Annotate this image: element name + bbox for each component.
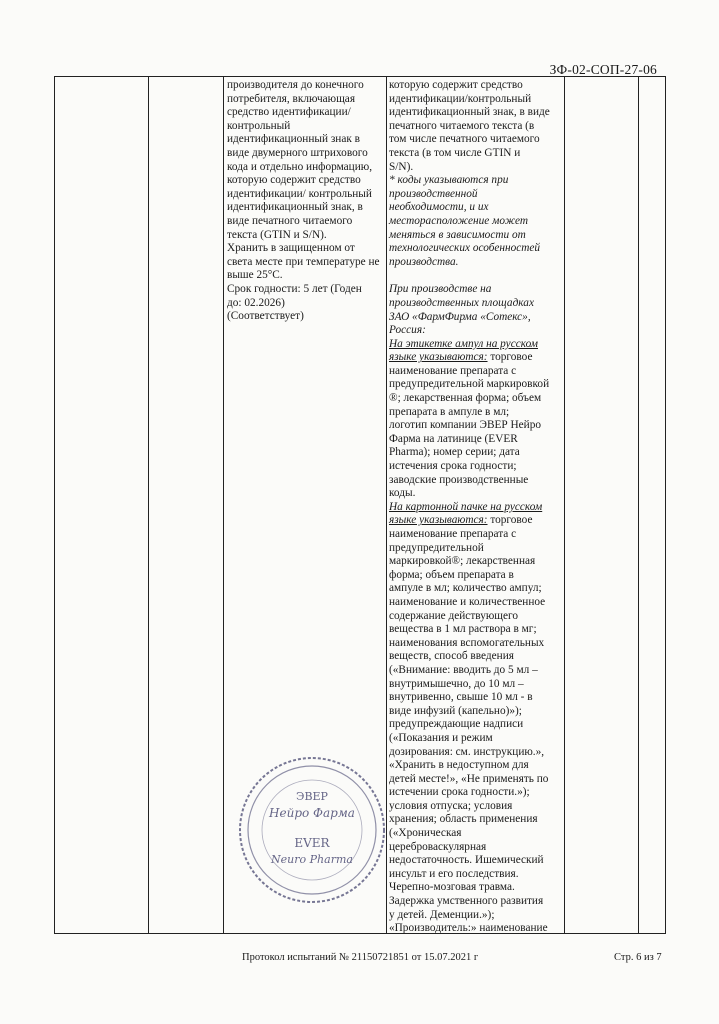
text-line: средство идентификации/ (227, 106, 351, 119)
text-line: Хранить в защищенном от (227, 242, 355, 255)
text-line: Черепно-мозговая травма. (389, 881, 515, 894)
requirement-column-text (389, 79, 563, 934)
text-line: S/N). (389, 160, 414, 173)
text-line: идентификационный знак, в (227, 201, 363, 214)
text-line: * коды указываются при (389, 174, 509, 187)
text-line: производства. (389, 255, 459, 268)
text-line: коды. (389, 487, 416, 500)
column-divider (564, 77, 565, 933)
text-line: хранения; область применения (389, 813, 538, 826)
text-line: предупредительной (389, 541, 484, 554)
stamp-line: ЭВЕР (296, 790, 328, 803)
stamp-line: Нейро Фарма (269, 806, 355, 820)
codes-note (389, 174, 563, 269)
text-line: инсульт и его последствия. (389, 867, 519, 880)
text-line: наименования вспомогательных (389, 636, 545, 649)
text-line: виде двумерного штрихового (227, 146, 368, 159)
text-line: Фарма на латинице (EVER (389, 432, 518, 445)
text-line: логотип компании ЭВЕР Нейро (389, 419, 542, 432)
text-line: виде печатного читаемого (227, 214, 353, 227)
text-line: форма; объем препарата в (389, 568, 514, 581)
text-line: потребителя, включающая (227, 92, 356, 105)
text-line: контрольный (227, 119, 291, 132)
text-line: которую содержит средство (389, 79, 523, 91)
text-line: до: 02.2026) (227, 296, 285, 309)
text-line: кода и отдельно информацию, (227, 160, 373, 173)
text-line: предупреждающие надписи (389, 718, 524, 731)
text-line: (Соответствует) (227, 310, 304, 323)
result-column-text (227, 79, 387, 324)
text-line: ампуле в мл; количество ампул; (389, 582, 542, 595)
text-line: выше 25°С. (227, 269, 283, 282)
text-line: идентификационный знак в (227, 133, 360, 146)
column-divider (638, 77, 639, 933)
text-line: «Производитель:» наименование (389, 922, 548, 934)
text-line: производственной (389, 187, 478, 200)
text-line: маркировкой®; лекарственная (389, 555, 536, 568)
text-line: света месте при температуре не (227, 255, 380, 268)
stamp-line: Neuro Pharma (271, 853, 353, 866)
document-code: ЗФ-02-СОП-27-06 (549, 62, 657, 77)
text-line: При производстве на (389, 283, 492, 296)
text-line: наименование препарата с (389, 364, 517, 377)
company-stamp (237, 755, 387, 905)
text-line: ЗАО «ФармФирма «Сотекс», (389, 310, 531, 323)
text-line: дозирования: см. инструкцию.», (389, 745, 545, 758)
text-line: технологических особенностей (389, 242, 541, 255)
text-line: печатного читаемого текста (в (389, 119, 535, 132)
text-line: том числе печатного читаемого (389, 133, 540, 146)
text-line: детей месте!», «Не применять по (389, 772, 549, 785)
text-line: Pharma); номер серии; дата (389, 446, 520, 459)
text-line: «Хранить в недоступном для (389, 759, 529, 772)
text-line: необходимости, и их (389, 201, 489, 214)
text-line: у детей. Деменции.»); (389, 908, 495, 921)
text-line: наименование препарата с (389, 528, 517, 540)
ampoule-label-section: На этикетке ампул на русском языке указываются: торговое наименование препарата с предупредительной маркировкой ®; лекарственная форма; объем препарата в ампуле в мл; логотип компании ЭВЕР Нейро Фарма на латинице (EVER Pharma); номер серии; дата истечения срока годности; заводские производственные коды. (389, 338, 563, 501)
text-line: наименование и количественное (389, 595, 546, 608)
text-line: истечении срока годности.»); (389, 786, 530, 799)
text-line: производителя до конечного (227, 79, 364, 91)
text-line: условия отпуска; условия (389, 799, 513, 812)
text-line: («Внимание: вводить до 5 мл – (389, 663, 538, 676)
text-line: текста (в том числе GTIN и (389, 146, 521, 159)
text-line: меняться в зависимости от (389, 228, 526, 241)
text-line: заводские производственные (389, 473, 529, 486)
text-line: предупредительной маркировкой (389, 378, 550, 391)
protocol-reference: Протокол испытаний № 21150721851 от 15.07.2021 г (242, 952, 479, 963)
production-site (389, 283, 563, 337)
text-line: идентификации/контрольный (389, 92, 532, 105)
text-line: веществ, способ введения (389, 650, 514, 663)
stamp-line: EVER (294, 836, 330, 850)
text-line: препарата в ампуле в мл; (389, 405, 510, 418)
text-line: истечения срока годности; (389, 460, 517, 473)
text-line: текста (GTIN и S/N). (227, 228, 327, 241)
text-line: месторасположение может (389, 214, 529, 227)
text-line: идентификационный знак, в виде (389, 106, 550, 119)
text-line: вещества в 1 мл раствора в мг; (389, 623, 537, 636)
text-line: идентификации/ контрольный (227, 187, 372, 200)
column-divider (148, 77, 149, 933)
text-line: виде инфузий (капельно)»); (389, 704, 522, 717)
identification-text (389, 79, 563, 174)
column-divider (223, 77, 224, 933)
text-line: Срок годности: 5 лет (Годен (227, 282, 362, 295)
text-line: внутримышечно, до 10 мл – (389, 677, 524, 690)
text-line: внутривенно, свыше 10 мл - в (389, 691, 533, 704)
page-number: Стр. 6 из 7 (614, 952, 662, 963)
text-line: содержание действующего (389, 609, 519, 622)
text-line: Задержка умственного развития (389, 895, 544, 908)
text-line: цереброваскулярная (389, 840, 487, 853)
text-line: Россия: (389, 324, 426, 337)
text-line: («Хроническая (389, 827, 462, 840)
text-line: ®; лекарственная форма; объем (389, 392, 542, 405)
carton-label-section: На картонной пачке на русском языке указываются: торговое наименование препарата с предупредительной маркировкой®; лекарственная форма; объем препарата в ампуле в мл; количество ампул; наименование и количественное содержание действующего вещества в 1 мл раствора в мг; наименования вспомогательных веществ, способ введения («Внимание: вводить до 5 мл – внутримышечно, до 10 мл – внутривенно, свыше 10 мл - в виде инфузий (капельно)»); предупреждающие надписи («Показания и режим дозирования: см. инструкцию.», «Хранить в недоступном для детей месте!», «Не применять по истечении срока годности.»); условия отпуска; условия хранения; область применения («Хроническая цереброваскулярная недостаточность. Ишемический инсульт и его последствия. Черепно-мозговая травма. Задержка умственного развития у детей. Деменции.»); «Производитель:» наименование (389, 501, 563, 934)
text-line: («Показания и режим (389, 731, 493, 744)
text-line: производственных площадках (389, 296, 534, 309)
text-line: недостаточность. Ишемический (389, 854, 544, 867)
text-line: которую содержит средство (227, 174, 361, 187)
